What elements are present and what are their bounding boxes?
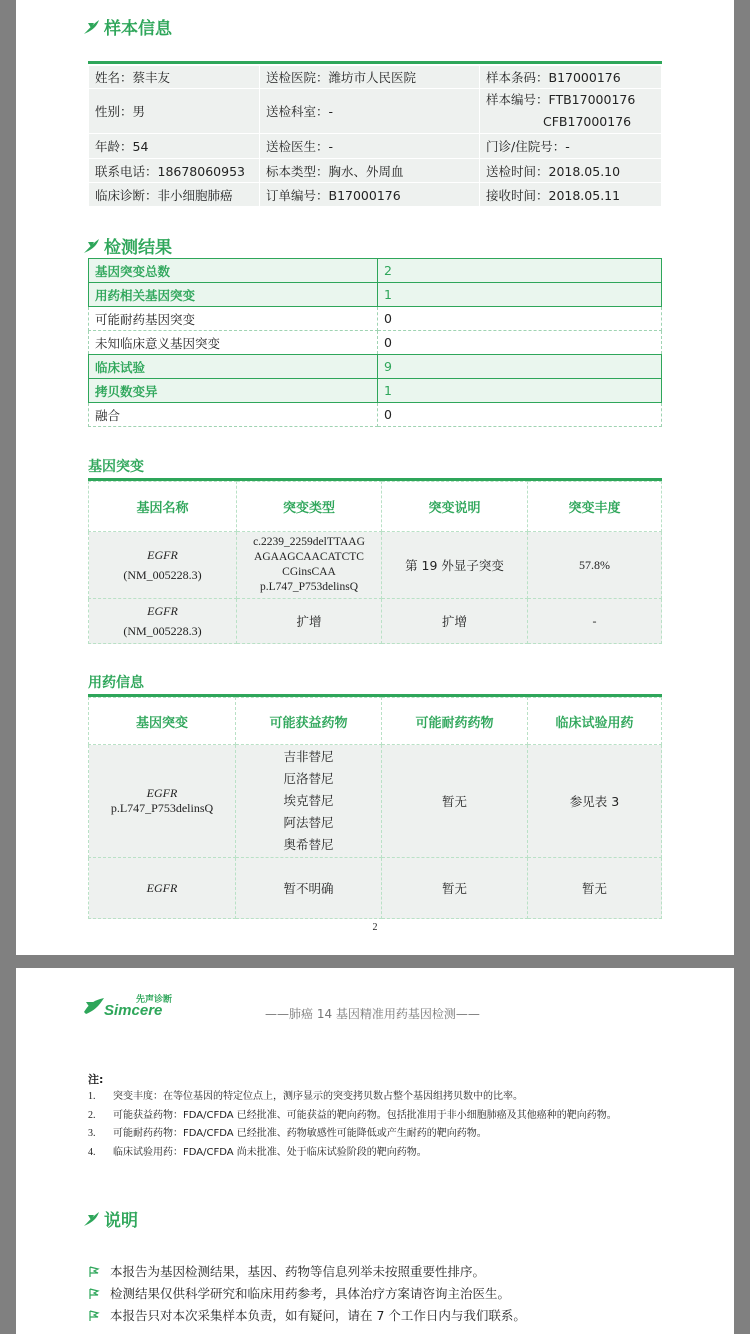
note-text: 突变丰度：在等位基因的特定位点上，测序显示的突变拷贝数占整个基因组拷贝数中的比率。	[113, 1091, 523, 1102]
note-text: 临床试验用药：FDA/CFDA 尚未批准、处于临床试验阶段的靶向药物。	[113, 1146, 427, 1158]
sample-id-1: 样本编号：FTB17000176	[486, 92, 636, 107]
result-row	[89, 355, 662, 379]
leaf-icon	[82, 1209, 102, 1229]
bullet-text: 检测结果仅供科学研究和临床用药参考，具体治疗方案请咨询主治医生。	[110, 1286, 511, 1301]
col-header: 突变说明	[382, 482, 528, 532]
logo-en: Simcere	[104, 1002, 163, 1019]
col-header: 突变丰度	[528, 482, 662, 532]
result-value: 2	[378, 259, 662, 283]
gene-cell	[89, 745, 236, 858]
leaf-icon	[82, 17, 102, 37]
mutation-type-cell	[237, 532, 382, 599]
result-key: 基因突变总数	[89, 259, 378, 283]
col-header: 基因名称	[89, 482, 237, 532]
sample-id-2: CFB17000176	[543, 114, 632, 129]
result-value: 0	[378, 307, 662, 331]
sample-info-title: 样本信息	[104, 19, 172, 39]
sample-barcode: 样本条码：B17000176	[480, 66, 662, 89]
result-value: 9	[378, 355, 662, 379]
patient-age: 年龄：54	[89, 134, 260, 159]
drug-item: 吉非替尼	[283, 749, 334, 764]
sample-id	[480, 89, 662, 134]
result-key: 拷贝数变异	[89, 379, 378, 403]
gene-ref: (NM_005228.3)	[123, 568, 202, 582]
list-item	[88, 1305, 526, 1327]
drug-item: 阿法替尼	[283, 815, 334, 830]
send-time: 送检时间：2018.05.10	[480, 159, 662, 183]
hospital: 送检医院：潍坊市人民医院	[260, 66, 480, 89]
department: 送检科室：-	[260, 89, 480, 134]
table-row	[89, 599, 662, 644]
note-item	[88, 1144, 617, 1163]
gene-cell	[89, 599, 237, 644]
result-value: 1	[378, 283, 662, 307]
col-header: 可能获益药物	[236, 698, 382, 745]
patient-info-table	[88, 65, 662, 207]
gene-ref: (NM_005228.3)	[123, 624, 202, 638]
note-text: 可能耐药药物：FDA/CFDA 已经批准、药物敏感性可能降低或产生耐药的靶向药物。	[113, 1128, 487, 1139]
drug-item: 埃克替尼	[283, 793, 334, 808]
note-number: 2.	[88, 1109, 96, 1121]
mutation-desc: 第 19 外显子突变	[382, 532, 528, 599]
result-row	[89, 403, 662, 427]
gene-cell	[89, 858, 236, 919]
type-line: p.L747_P753delinsQ	[259, 581, 359, 593]
diagnosis: 临床诊断：非小细胞肺癌	[89, 183, 260, 207]
note-text: 可能获益药物：FDA/CFDA 已经批准、可能获益的靶向药物。包括批准用于非小细胞肺癌及其他癌种的靶向药物。	[113, 1109, 617, 1121]
gene-name: EGFR	[146, 786, 178, 800]
results-heading	[82, 233, 172, 258]
bullet-text: 本报告只对本次采集样本负责，如有疑问，请在 7 个工作日内与我们联系。	[110, 1308, 526, 1323]
report-page-2	[16, 968, 734, 1334]
drug-item: 厄洛替尼	[283, 771, 334, 786]
mutation-desc: 扩增	[382, 599, 528, 644]
gene-name: EGFR	[147, 604, 178, 618]
page-number: 2	[372, 922, 378, 933]
result-value: 0	[378, 403, 662, 427]
phone: 联系电话：18678060953	[89, 159, 260, 183]
type-line: c.2239_2259delTTAAG	[253, 536, 365, 548]
notes-list	[88, 1088, 617, 1162]
gene-name: EGFR	[147, 548, 178, 562]
col-header: 可能耐药药物	[382, 698, 528, 745]
mutation-abundance: -	[528, 599, 662, 644]
leaf-icon	[82, 236, 102, 256]
results-table	[88, 258, 662, 427]
simcere-logo	[82, 992, 182, 1020]
patient-name: 姓名：蔡丰友	[89, 66, 260, 89]
result-key: 融合	[89, 403, 378, 427]
resist-drugs: 暂无	[382, 858, 528, 919]
result-key: 用药相关基因突变	[89, 283, 378, 307]
specimen-type: 标本类型：胸水、外周血	[260, 159, 480, 183]
drug-item: 奥希替尼	[283, 837, 334, 852]
outpatient-number: 门诊/住院号：-	[480, 134, 662, 159]
note-item	[88, 1107, 617, 1126]
receive-time: 接收时间：2018.05.11	[480, 183, 662, 207]
result-row	[89, 307, 662, 331]
col-header: 基因突变	[89, 698, 236, 745]
mutation-table	[88, 481, 662, 644]
type-line: AGAAGCAACATCTC	[254, 551, 364, 563]
col-header: 临床试验用药	[528, 698, 662, 745]
list-item	[88, 1283, 526, 1305]
mutation-title: 基因突变	[88, 459, 144, 475]
mutation-type: 扩增	[237, 599, 382, 644]
flag-icon	[88, 1288, 100, 1300]
patient-sex: 性别：男	[89, 89, 260, 134]
benefit-drugs	[236, 745, 382, 858]
result-key: 临床试验	[89, 355, 378, 379]
result-value: 1	[378, 379, 662, 403]
bullet-text: 本报告为基因检测结果，基因、药物等信息列举未按照重要性排序。	[110, 1264, 486, 1279]
result-row	[89, 331, 662, 355]
results-title: 检测结果	[104, 238, 172, 258]
flag-icon	[88, 1310, 100, 1322]
note-item	[88, 1088, 617, 1107]
drug-table	[88, 697, 662, 919]
result-key: 可能耐药基因突变	[89, 307, 378, 331]
note-item	[88, 1125, 617, 1144]
result-row	[89, 283, 662, 307]
table-row	[89, 745, 662, 858]
col-header: 突变类型	[237, 482, 382, 532]
report-page-1	[16, 0, 734, 955]
explain-heading	[82, 1206, 138, 1231]
note-number: 4.	[88, 1146, 96, 1158]
gene-name: EGFR	[146, 880, 178, 895]
result-key: 未知临床意义基因突变	[89, 331, 378, 355]
variant: p.L747_P753delinsQ	[110, 801, 214, 815]
gene-cell	[89, 532, 237, 599]
flag-icon	[88, 1266, 100, 1278]
drug-title: 用药信息	[88, 675, 144, 691]
result-row	[89, 259, 662, 283]
divider	[88, 61, 662, 64]
note-number: 3.	[88, 1128, 96, 1139]
list-item	[88, 1261, 526, 1283]
resist-drugs: 暂无	[382, 745, 528, 858]
result-row	[89, 379, 662, 403]
mutation-abundance: 57.8%	[528, 532, 662, 599]
trial-drugs: 暂无	[528, 858, 662, 919]
result-value: 0	[378, 331, 662, 355]
explain-title: 说明	[104, 1211, 138, 1231]
notes-title: 注:	[88, 1073, 104, 1086]
sample-info-heading	[82, 14, 172, 39]
order-number: 订单编号：B17000176	[260, 183, 480, 207]
explain-list	[88, 1261, 526, 1327]
doctor: 送检医生：-	[260, 134, 480, 159]
benefit-drugs: 暂不明确	[236, 858, 382, 919]
trial-drugs: 参见表 3	[528, 745, 662, 858]
type-line: CGinsCAA	[282, 566, 336, 578]
logo-cn: 先声诊断	[136, 995, 173, 1005]
table-row	[89, 532, 662, 599]
report-header: ——肺癌 14 基因精准用药基因检测——	[265, 1007, 480, 1021]
note-number: 1.	[88, 1091, 96, 1102]
table-row	[89, 858, 662, 919]
